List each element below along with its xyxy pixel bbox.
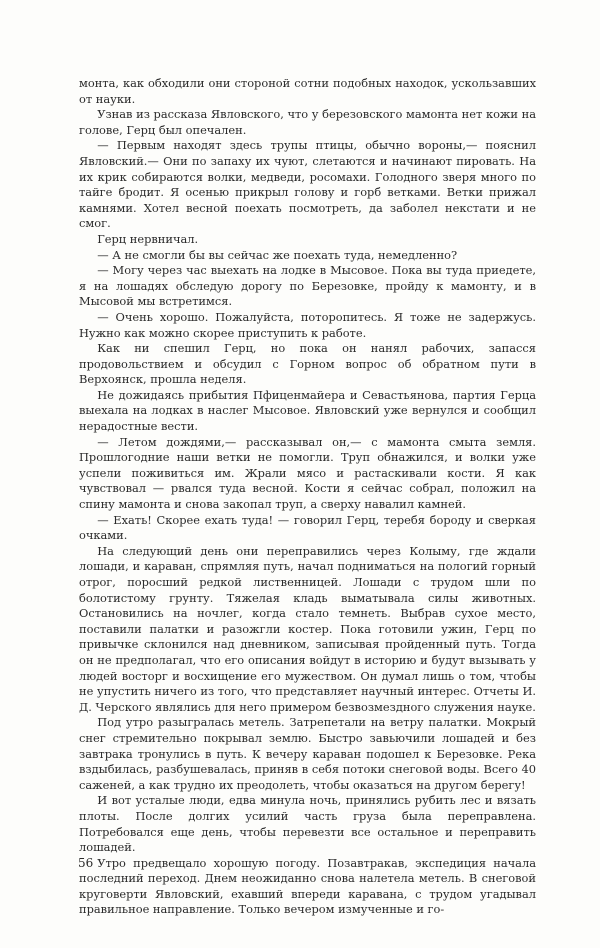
paragraph: монта, как обходили они стороной сотни подобных находок, ускользавших от науки. <box>79 76 536 106</box>
paragraph: Как ни спешил Герц, но пока он нанял рабочих, запасся продовольствием и обсудил с Горном вопрос об обратном пути в Верхоянск, прошла неделя. <box>79 341 536 387</box>
paragraph: — Первым находят здесь трупы птицы, обычно вороны,— пояснил Явловский.— Они по запаху их чуют, слетаются и начинают пировать. На их крик собираются волки, медведи, росомахи. Голодного зверя много по тайге бродит. Я осенью прикрыл голову и горб ветками. Ветки прижал камнями. Хотел весной поехать посмотреть, да заболел некстати и не смог. <box>79 138 536 231</box>
paragraph: — Летом дождями,— рассказывал он,— с мамонта смыта земля. Прошлогодние наши ветки не помогли. Труп обнажился, и волки уже успели поживиться им. Жрали мясо и растаскивали кости. Я как чувствовал — рвался туда весной. Кости я сейчас собрал, положил на спину мамонта и снова закопал труп, а сверху навалил камней. <box>79 434 536 512</box>
paragraph: Герц нервничал. <box>97 231 199 246</box>
paragraph: На следующий день они переправились через Колыму, где ждали лошади, и караван, спрямляя путь, начал подниматься на пологий горный отрог, поросший редкой лиственницей. Лошади с трудом шли по болотистому грунту. Тяжелая кладь выматывала силы животных. Остановились на ночлег, когда стало темнеть. Выбрав сухое место, поставили палатки и разожгли костер. Пока готовили ужин, Герц по привычке склонился над дневником, записывая пройденный путь. Тогда он не предполагал, что его описания войдут в историю и будут вызывать у людей восторг и восхищение его мужеством. Он думал лишь о том, чтобы не упустить ничего из того, что представляет научный интерес. Отчеты И. Д. Черского являлись для него примером безвозмездного служения науке. <box>79 543 536 714</box>
paragraph: — Могу через час выехать на лодке в Мысовое. Пока вы туда приедете, я на лошадях обследую дорогу по Березовке, пройду к мамонту, и в Мысовой мы встретимся. <box>79 263 536 309</box>
page-number: 56 <box>78 856 94 870</box>
paragraph: — А не смогли бы вы сейчас же поехать туда, немедленно? <box>97 247 458 262</box>
paragraph: Узнав из рассказа Явловского, что у березовского мамонта нет кожи на голове, Герц был опечален. <box>79 107 536 137</box>
paragraph: Не дожидаясь прибытия Пфиценмайера и Севастьянова, партия Герца выехала на лодках в наслег Мысовое. Явловский уже вернулся и сообщил нерадостные вести. <box>79 387 536 434</box>
body-text <box>79 76 536 918</box>
paragraph: — Ехать! Скорее ехать туда! — говорил Герц, теребя бороду и сверкая очками. <box>79 512 536 543</box>
paragraph: Утро предвещало хорошую погоду. Позавтракав, экспедиция начала последний переход. Днем неожиданно снова налетела метель. В снеговой круговерти Явловский, ехавший впереди каравана, с трудом угадывал правильное направление. Только вечером измученные и го- <box>79 855 536 917</box>
paragraph: И вот усталые люди, едва минула ночь, принялись рубить лес и вязать плоты. После долгих усилий часть груза была переправлена. Потребовался еще день, чтобы перевезти все остальное и переправить лошадей. <box>79 793 536 855</box>
paragraph: Под утро разыгралась метель. Затрепетали на ветру палатки. Мокрый снег стремительно покрывал землю. Быстро завьючили лошадей и без завтрака тронулись в путь. К вечеру караван подошел к Березовке. Река вздыбилась, разбушевалась, приняв в себя потоки снеговой воды. Всего 40 саженей, а как трудно их преодолеть, чтобы оказаться на другом берегу! <box>79 715 536 792</box>
paragraph: — Очень хорошо. Пожалуйста, поторопитесь. Я тоже не задержусь. Нужно как можно скорее приступить к работе. <box>79 309 536 340</box>
